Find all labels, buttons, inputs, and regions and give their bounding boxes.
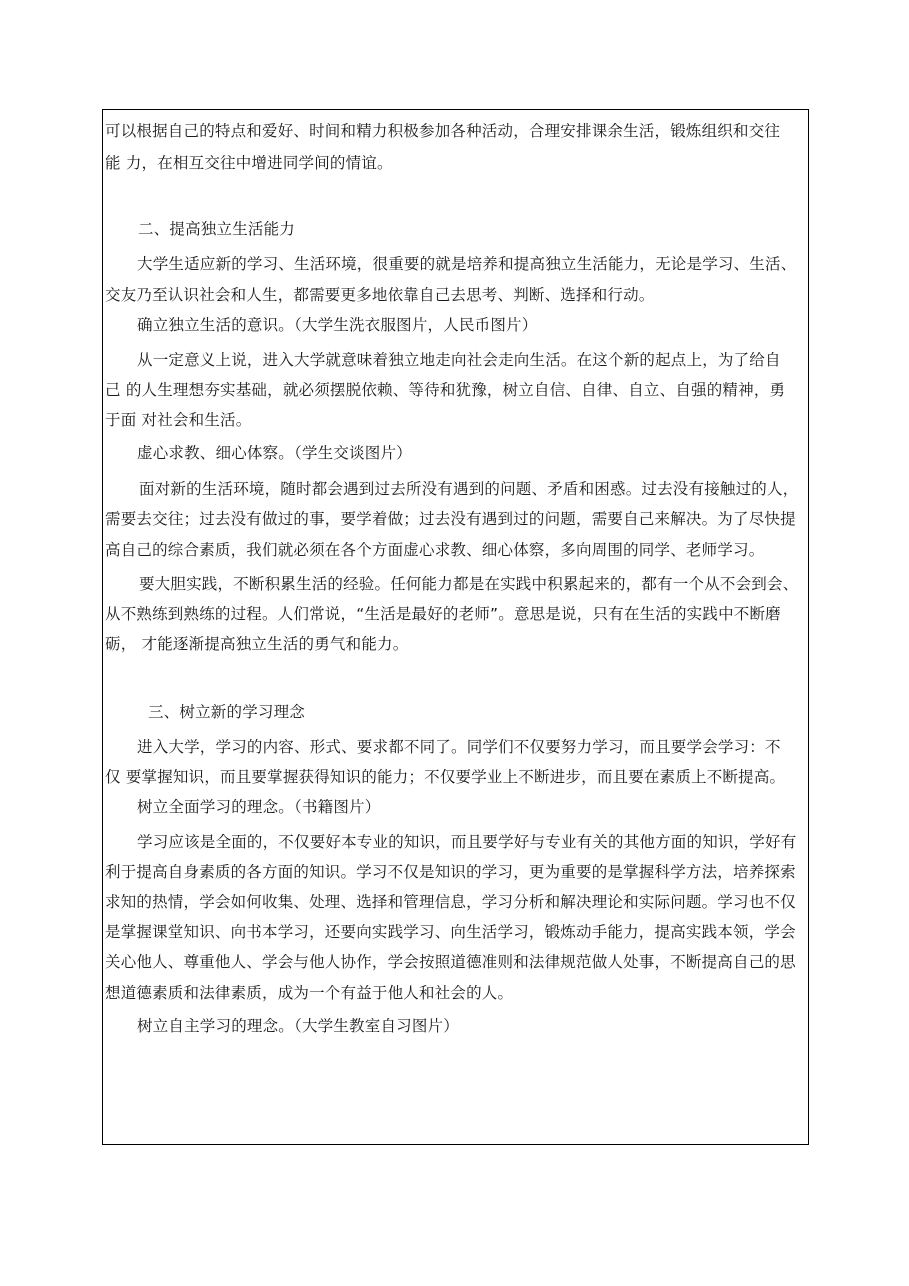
text-line: 关心他人、尊重他人、学会与他人协作，学会按照道德准则和法律规范做人处事，不断提高自己的思: [105, 953, 796, 971]
subheading: 树立全面学习的理念。（书籍图片）: [137, 798, 381, 816]
text-line: 学习应该是全面的，不仅要好本专业的知识，而且要学好与专业有关的其他方面的知识，学好有: [137, 833, 797, 851]
subheading: 确立独立生活的意识。（大学生洗衣服图片，人民币图片）: [137, 316, 538, 334]
text-line: 从一定意义上说，进入大学就意味着独立地走向社会走向生活。在这个新的起点上，为了给自: [137, 351, 781, 369]
subheading: 虚心求教、细心体察。（学生交谈图片）: [137, 444, 412, 462]
text-line: 要大胆实践，不断积累生活的经验。任何能力都是在实践中积累起来的，都有一个从不会到会、: [139, 575, 799, 593]
text-line: 仅 要掌握知识，而且要掌握获得知识的能力；不仅要学业上不断进步，而且要在素质上不断提高。: [105, 768, 786, 786]
text-line: 于面 对社会和生活。: [105, 411, 252, 429]
subheading: 树立自主学习的理念。（大学生教室自习图片）: [137, 1017, 459, 1035]
text-line: 面对新的生活环境，随时都会遇到过去所没有遇到的问题、矛盾和困惑。过去没有接触过的人，: [139, 480, 799, 498]
text-line: 想道德素质和法律素质，成为一个有益于他人和社会的人。: [105, 984, 514, 1002]
text-line: 进入大学，学习的内容、形式、要求都不同了。同学们不仅要努力学习，而且要学会学习：不: [137, 738, 781, 756]
text-line: 需要去交往；过去没有做过的事，要学着做；过去没有遇到过的问题，需要自己来解决。为了尽快提: [105, 510, 796, 528]
text-line: 是掌握课堂知识、向书本学习，还要向实践学习、向生活学习，锻炼动手能力，提高实践本领，学会: [105, 923, 796, 941]
text-line: 能 力，在相互交往中增进同学间的情谊。: [105, 154, 393, 172]
section-heading: 二、提高独立生活能力: [138, 220, 296, 238]
text-line: 交友乃至认识社会和人生，都需要更多地依靠自己去思考、判断、选择和行动。: [105, 286, 655, 304]
text-line: 己 的人生理想夯实基础，就必须摆脱依赖、等待和犹豫，树立自信、自律、自立、自强的精神，勇: [105, 381, 786, 399]
section-heading: 三、树立新的学习理念: [148, 703, 306, 721]
text-line: 从不熟练到熟练的过程。人们常说，“生活是最好的老师”。意思是说，只有在生活的实践中不断磨: [105, 605, 781, 623]
text-line: 高自己的综合素质，我们就必须在各个方面虚心求教、细心体察，多向周围的同学、老师学习。: [105, 541, 765, 559]
text-line: 利于提高自身素质的各方面的知识。学习不仅是知识的学习，更为重要的是掌握科学方法，培养探索: [105, 863, 796, 881]
text-line: 可以根据自己的特点和爱好、时间和精力积极参加各种活动，合理安排课余生活，锻炼组织和交往: [105, 122, 781, 140]
text-line: 求知的热情，学会如何收集、处理、选择和管理信息，学习分析和解决理论和实际问题。学习也不仅: [105, 893, 796, 911]
text-line: 砺， 才能逐渐提高独立生活的勇气和能力。: [105, 635, 409, 653]
text-line: 大学生适应新的学习、生活环境，很重要的就是培养和提高独立生活能力，无论是学习、生活、: [137, 255, 797, 273]
